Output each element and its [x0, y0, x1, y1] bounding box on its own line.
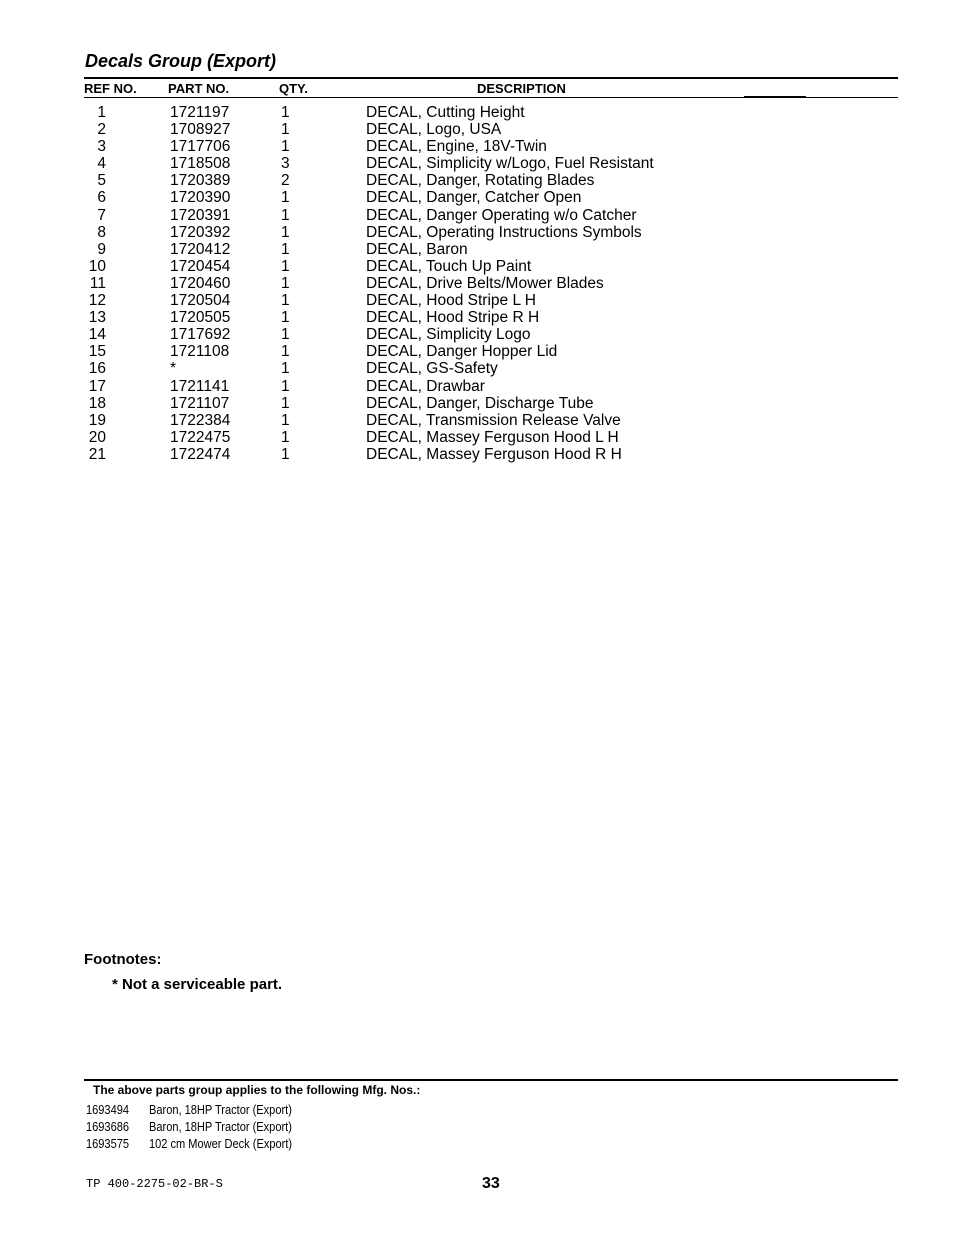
cell-qty: 1	[281, 206, 290, 224]
table-row	[0, 378, 954, 395]
table-row	[0, 138, 954, 155]
cell-description: DECAL, Hood Stripe L H	[366, 292, 537, 310]
cell-part-no: *	[170, 360, 177, 378]
page-title: Decals Group (Export)	[85, 51, 277, 71]
cell-description: DECAL, Danger, Discharge Tube	[366, 394, 594, 412]
table-row	[0, 446, 954, 463]
cell-ref: 19	[88, 411, 106, 429]
cell-part-no: 1722384	[170, 411, 231, 429]
cell-description: DECAL, Cutting Height	[366, 104, 525, 121]
mfg-number: 1693686	[86, 1119, 130, 1134]
table-row	[0, 412, 954, 429]
table-row	[0, 224, 954, 241]
list-item	[0, 1136, 954, 1153]
header-rule-accent	[744, 96, 806, 98]
cell-part-no: 1720504	[170, 292, 231, 310]
cell-qty: 1	[281, 121, 290, 139]
cell-part-no: 1720460	[170, 274, 231, 292]
table-row	[0, 172, 954, 189]
table-row	[0, 104, 954, 121]
cell-description: DECAL, Simplicity w/Logo, Fuel Resistant	[366, 155, 654, 173]
mfg-number: 1693494	[86, 1102, 130, 1117]
mfg-description: 102 cm Mower Deck (Export)	[149, 1136, 293, 1151]
cell-description: DECAL, Logo, USA	[366, 121, 502, 139]
cell-description: DECAL, Drawbar	[366, 377, 485, 395]
table-row	[0, 275, 954, 292]
applies-rule	[84, 1079, 898, 1081]
cell-ref: 18	[88, 394, 106, 412]
table-row	[0, 207, 954, 224]
cell-part-no: 1720389	[170, 172, 231, 190]
footnote-text: * Not a serviceable part.	[112, 976, 283, 993]
mfg-description: Baron, 18HP Tractor (Export)	[149, 1119, 292, 1134]
cell-ref: 16	[88, 360, 106, 378]
cell-ref: 11	[89, 274, 106, 292]
cell-ref: 10	[88, 257, 106, 275]
header-ref: REF NO.	[84, 81, 137, 96]
cell-description: DECAL, GS-Safety	[366, 360, 498, 378]
header-part: PART NO.	[168, 81, 230, 96]
table-row	[0, 360, 954, 377]
cell-ref: 9	[97, 240, 106, 258]
cell-qty: 1	[281, 257, 290, 275]
cell-part-no: 1718508	[170, 155, 231, 173]
cell-ref: 4	[97, 155, 106, 173]
table-row	[0, 241, 954, 258]
cell-qty: 1	[281, 377, 290, 395]
mfg-list	[0, 1102, 954, 1153]
cell-part-no: 1721108	[170, 343, 230, 361]
cell-qty: 1	[281, 360, 290, 378]
list-item	[0, 1102, 954, 1119]
cell-ref: 20	[88, 428, 106, 446]
cell-qty: 1	[281, 104, 290, 121]
table-row	[0, 121, 954, 138]
cell-part-no: 1721141	[170, 377, 230, 395]
parts-table	[0, 104, 954, 463]
cell-qty: 1	[281, 309, 290, 327]
cell-description: DECAL, Danger Hopper Lid	[366, 343, 558, 361]
cell-part-no: 1720390	[170, 189, 231, 207]
applies-heading: The above parts group applies to the following Mfg. Nos.:	[93, 1083, 421, 1097]
cell-description: DECAL, Engine, 18V-Twin	[366, 138, 547, 156]
cell-description: DECAL, Danger, Catcher Open	[366, 189, 582, 207]
cell-ref: 17	[88, 377, 106, 395]
cell-qty: 1	[281, 343, 290, 361]
cell-description: DECAL, Hood Stripe R H	[366, 309, 540, 327]
cell-part-no: 1722475	[170, 428, 231, 446]
list-item	[0, 1119, 954, 1136]
cell-ref: 1	[97, 104, 106, 121]
cell-ref: 21	[88, 445, 106, 463]
cell-qty: 1	[281, 428, 290, 446]
cell-ref: 7	[97, 206, 106, 224]
cell-description: DECAL, Danger, Rotating Blades	[366, 172, 595, 190]
document-code: TP 400-2275-02-BR-S	[86, 1177, 223, 1191]
title-rule	[84, 77, 898, 79]
cell-ref: 3	[97, 138, 106, 156]
cell-qty: 1	[281, 274, 290, 292]
cell-ref: 12	[88, 292, 106, 310]
cell-part-no: 1717706	[170, 138, 231, 156]
cell-part-no: 1721107	[170, 394, 230, 412]
cell-ref: 13	[88, 309, 106, 327]
cell-qty: 1	[281, 292, 290, 310]
cell-ref: 2	[97, 121, 106, 139]
cell-ref: 6	[97, 189, 106, 207]
cell-part-no: 1708927	[170, 121, 231, 139]
footnotes-title: Footnotes:	[84, 951, 162, 968]
mfg-description: Baron, 18HP Tractor (Export)	[149, 1102, 292, 1117]
cell-qty: 1	[281, 138, 290, 156]
page-number: 33	[482, 1175, 500, 1192]
cell-part-no: 1717692	[170, 326, 231, 344]
table-row	[0, 429, 954, 446]
cell-description: DECAL, Simplicity Logo	[366, 326, 531, 344]
cell-qty: 1	[281, 240, 290, 258]
cell-description: DECAL, Baron	[366, 240, 468, 258]
header-description: DESCRIPTION	[477, 81, 566, 96]
cell-part-no: 1721197	[170, 104, 230, 121]
cell-description: DECAL, Transmission Release Valve	[366, 411, 621, 429]
cell-part-no: 1720412	[170, 240, 231, 258]
cell-description: DECAL, Massey Ferguson Hood L H	[366, 428, 619, 446]
table-row	[0, 309, 954, 326]
cell-qty: 1	[281, 189, 290, 207]
mfg-number: 1693575	[86, 1136, 130, 1151]
cell-part-no: 1720392	[170, 223, 231, 241]
cell-ref: 8	[97, 223, 106, 241]
cell-part-no: 1720454	[170, 257, 231, 275]
table-row	[0, 155, 954, 172]
cell-qty: 1	[281, 394, 290, 412]
cell-description: DECAL, Operating Instructions Symbols	[366, 223, 642, 241]
cell-description: DECAL, Touch Up Paint	[366, 257, 532, 275]
cell-part-no: 1720505	[170, 309, 231, 327]
cell-qty: 1	[281, 326, 290, 344]
table-row	[0, 189, 954, 206]
cell-part-no: 1720391	[170, 206, 231, 224]
cell-qty: 2	[281, 172, 290, 190]
cell-description: DECAL, Massey Ferguson Hood R H	[366, 445, 622, 463]
cell-part-no: 1722474	[170, 445, 231, 463]
cell-ref: 5	[97, 172, 106, 190]
cell-description: DECAL, Danger Operating w/o Catcher	[366, 206, 637, 224]
table-row	[0, 343, 954, 360]
cell-qty: 1	[281, 445, 290, 463]
cell-description: DECAL, Drive Belts/Mower Blades	[366, 274, 604, 292]
table-row	[0, 258, 954, 275]
table-row	[0, 326, 954, 343]
cell-qty: 1	[281, 411, 290, 429]
cell-qty: 3	[281, 155, 290, 173]
cell-ref: 15	[88, 343, 106, 361]
table-row	[0, 395, 954, 412]
cell-ref: 14	[88, 326, 106, 344]
table-row	[0, 292, 954, 309]
header-qty: QTY.	[279, 81, 308, 96]
cell-qty: 1	[281, 223, 290, 241]
